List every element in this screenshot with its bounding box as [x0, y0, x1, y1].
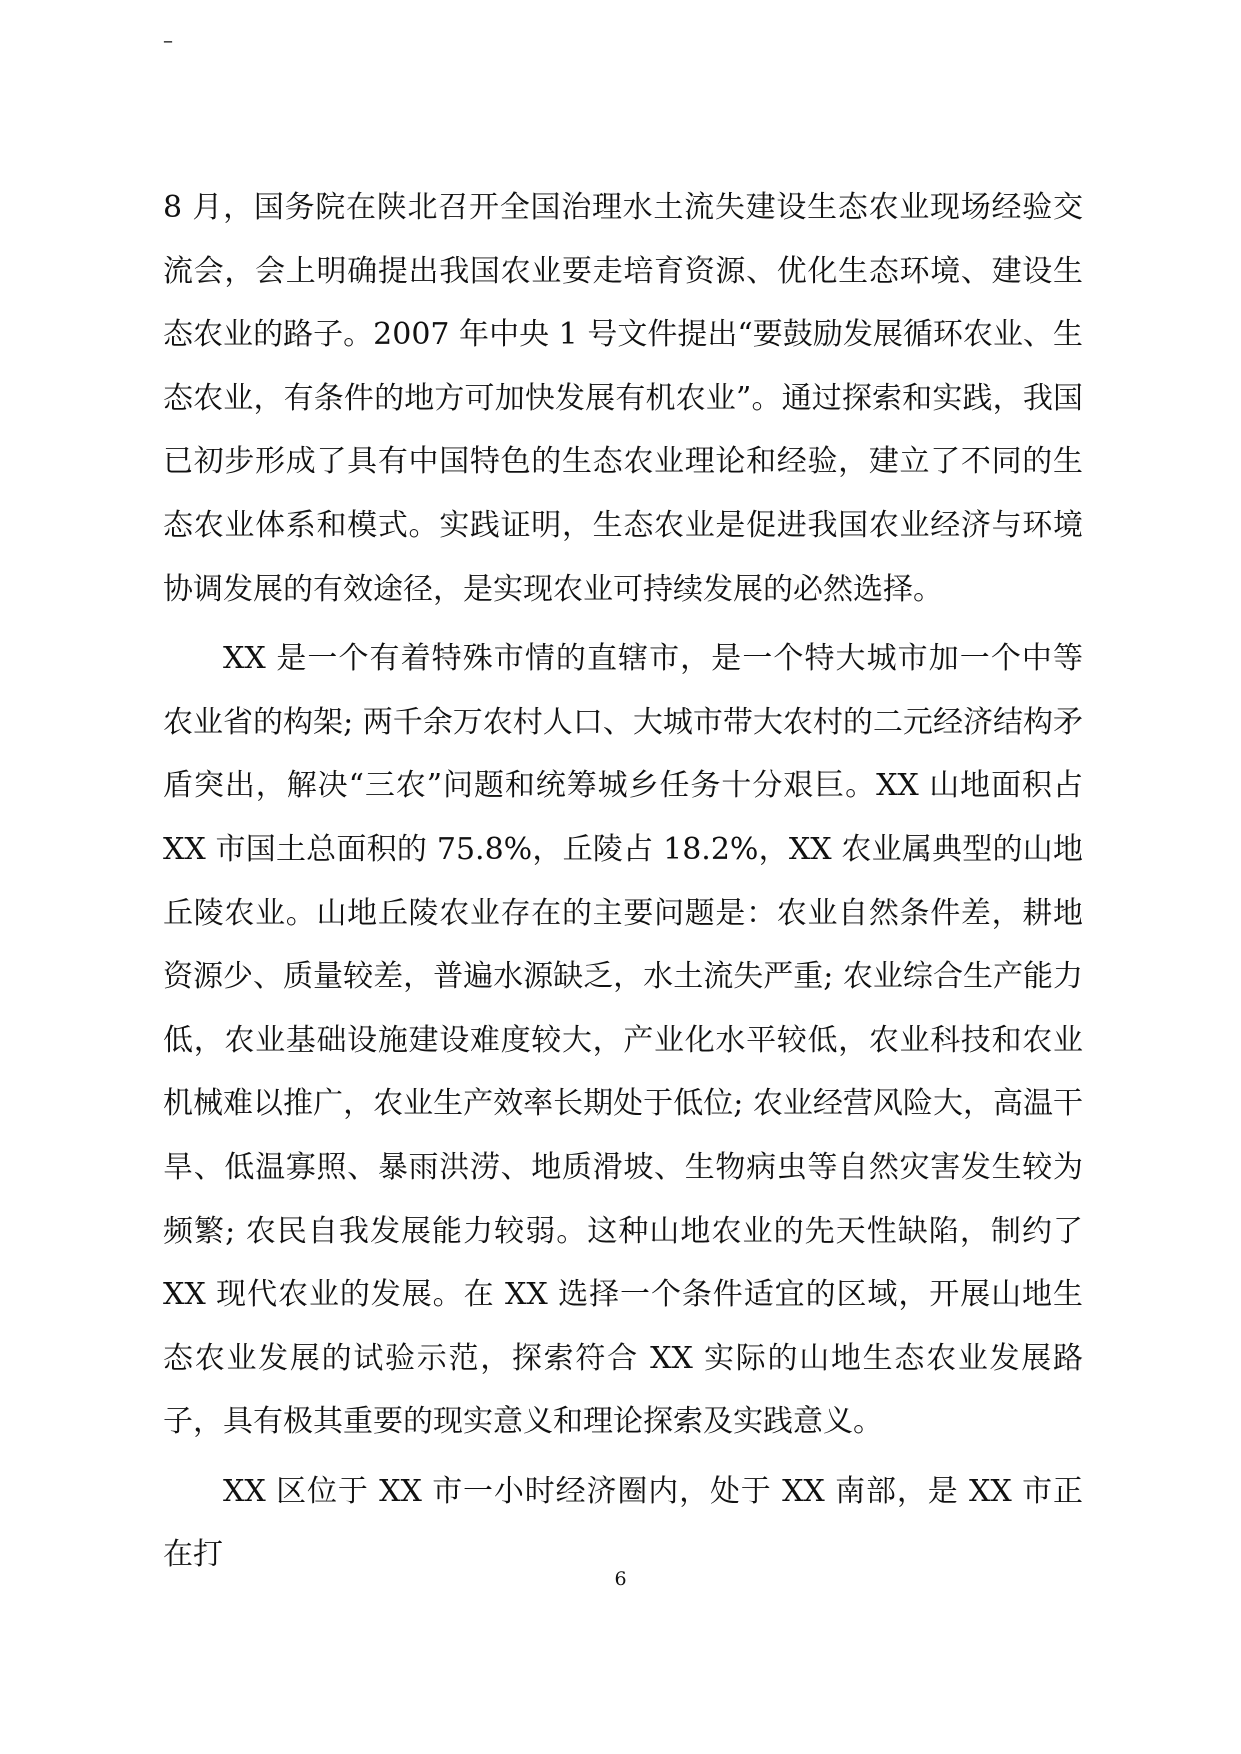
header-mark: –	[163, 28, 173, 52]
document-body	[163, 176, 1083, 1587]
page-number: 6	[614, 1568, 627, 1590]
paragraph-xx-district-location: XX 区位于 XX 市一小时经济圈内，处于 XX 南部，是 XX 市正在打	[163, 1473, 1083, 1573]
paragraph-ecological-agriculture-history: 8 月，国务院在陕北召开全国治理水土流失建设生态农业现场经验交流会，会上明确提出我国农业要走培育资源、优化生态环境、建设生态农业的路子。2007 年中央 1 号文件提出“要鼓励发展循环农业、生态农业，有条件的地方可加快发展有机农业”。通过探索和实践，我国已初步形成了具有中国特色的生态农业理论和经验，建立了不同的生态农业体系和模式。实践证明，生态农业是促进我国农业经济与环境协调发展的有效途径，是实现农业可持续发展的必然选择。	[163, 190, 1083, 607]
paragraph-xx-mountain-agriculture: XX 是一个有着特殊市情的直辖市，是一个特大城市加一个中等农业省的构架; 两千余万农村人口、大城市带大农村的二元经济结构矛盾突出，解决“三农”问题和统筹城乡任务十分艰巨。XX 山地面积占 XX 市国土总面积的 75.8%，丘陵占 18.2%，XX 农业属典型的山地丘陵农业。山地丘陵农业存在的主要问题是：农业自然条件差，耕地资源少、质量较差，普遍水源缺乏，水土流失严重; 农业综合生产能力低，农业基础设施建设难度较大，产业化水平较低，农业科技和农业机械难以推广，农业生产效率长期处于低位; 农业经营风险大，高温干旱、低温寡照、暴雨洪涝、地质滑坡、生物病虫等自然灾害发生较为频繁; 农民自我发展能力较弱。这种山地农业的先天性缺陷，制约了 XX 现代农业的发展。在 XX 选择一个条件适宜的区域，开展山地生态农业发展的试验示范，探索符合 XX 实际的山地生态农业发展路子，具有极其重要的现实意义和理论探索及实践意义。	[163, 641, 1083, 1440]
